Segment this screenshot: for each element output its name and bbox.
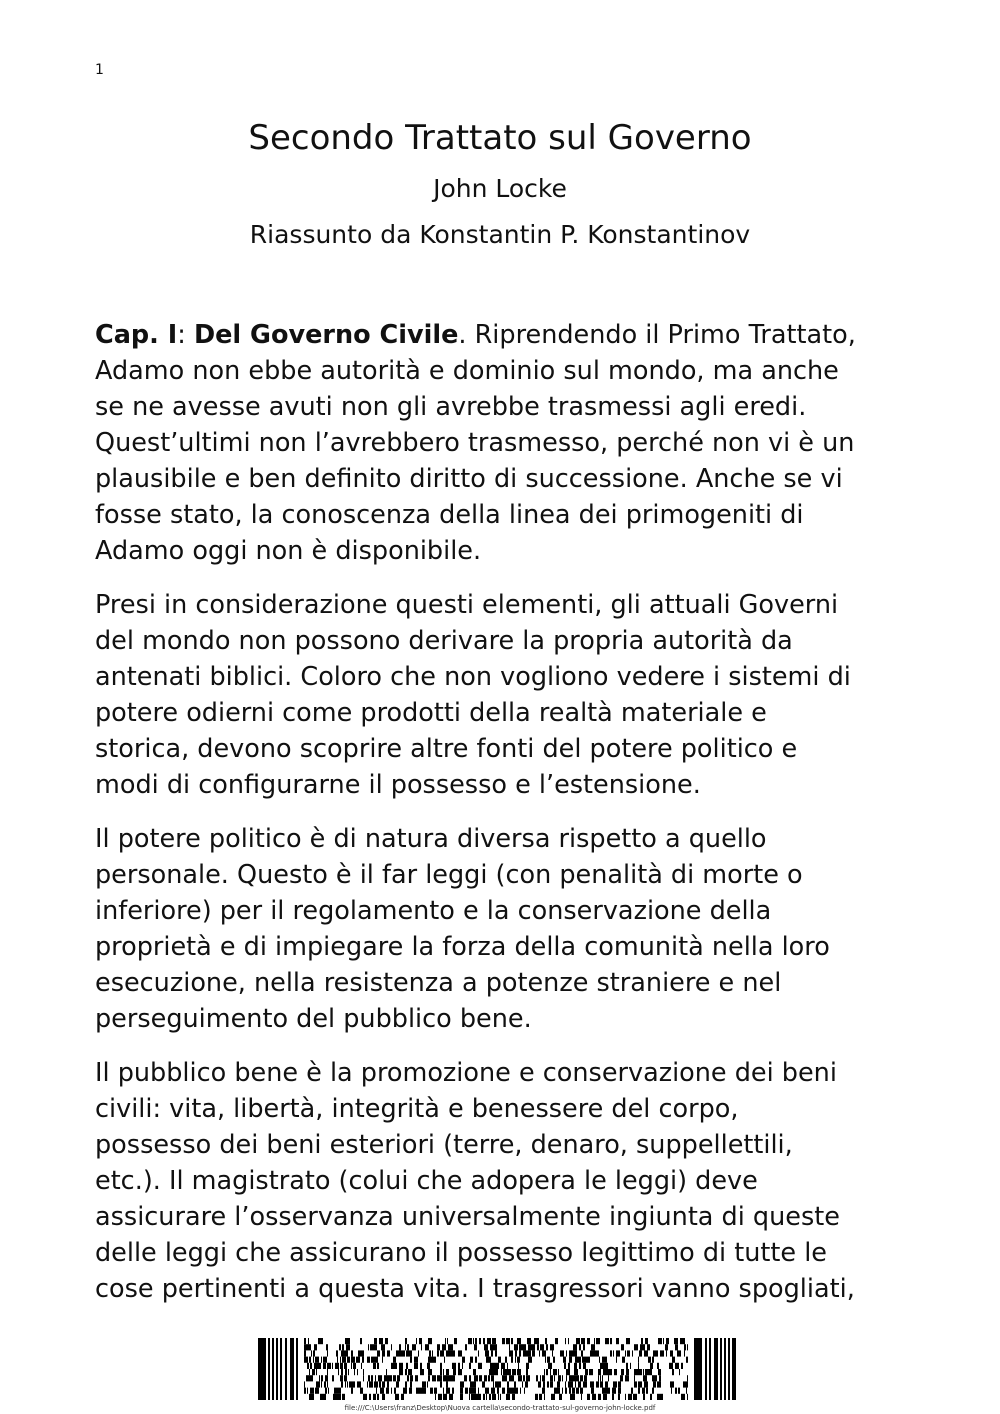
paragraph-line: Adamo oggi non è disponibile. <box>95 536 482 566</box>
paragraph-2 <box>95 587 925 803</box>
chapter-label: Cap. I <box>95 320 178 350</box>
paragraph-line: se ne avesse avuti non gli avrebbe trasmessi agli eredi. <box>95 392 807 422</box>
paragraph-line: cose pertinenti a questa vita. I trasgressori vanno spogliati, <box>95 1274 855 1304</box>
paragraph-3 <box>95 821 925 1037</box>
paragraph-line: assicurare l’osservanza universalmente ingiunta di queste <box>95 1202 840 1232</box>
paragraph-line: civili: vita, libertà, integrità e benessere del corpo, <box>95 1094 739 1124</box>
paragraph-line: plausibile e ben definito diritto di successione. Anche se vi <box>95 464 843 494</box>
file-path: file:///C:\Users\franz\Desktop\Nuova cartella\secondo-trattato-sul-governo-john-locke.pdf <box>344 1404 656 1412</box>
chapter-title: Del Governo Civile <box>193 320 459 350</box>
document-title: Secondo Trattato sul Governo <box>248 118 752 158</box>
paragraph-line: etc.). Il magistrato (colui che adopera le leggi) deve <box>95 1166 758 1196</box>
paragraph-line: Quest’ultimi non l’avrebbero trasmesso, perché non vi è un <box>95 428 855 458</box>
paragraph-line: storica, devono scoprire altre fonti del potere politico e <box>95 734 798 764</box>
page-number: 1 <box>95 62 104 78</box>
paragraph-line: possesso dei beni esteriori (terre, denaro, suppellettili, <box>95 1130 793 1160</box>
paragraph-line: Il potere politico è di natura diversa rispetto a quello <box>95 824 767 854</box>
document-author: John Locke <box>433 174 567 203</box>
paragraph-line: inferiore) per il regolamento e la conservazione della <box>95 896 772 926</box>
paragraph-line-text: . Riprendendo il Primo Trattato, <box>458 320 856 350</box>
paragraph-line: proprietà e di impiegare la forza della comunità nella loro <box>95 932 830 962</box>
barcode-icon <box>258 1338 736 1400</box>
paragraph-line: Adamo non ebbe autorità e dominio sul mondo, ma anche <box>95 356 839 386</box>
paragraph-line: fosse stato, la conoscenza della linea dei primogeniti di <box>95 500 804 530</box>
paragraph-chapter-1 <box>95 317 925 569</box>
paragraph-line: delle leggi che assicurano il possesso legittimo di tutte le <box>95 1238 827 1268</box>
paragraph-line: perseguimento del pubblico bene. <box>95 1004 532 1034</box>
paragraph-line: Presi in considerazione questi elementi, gli attuali Governi <box>95 590 839 620</box>
paragraph-line: potere odierni come prodotti della realtà materiale e <box>95 698 767 728</box>
paragraph-line: personale. Questo è il far leggi (con penalità di morte o <box>95 860 803 890</box>
paragraph-line: del mondo non possono derivare la propria autorità da <box>95 626 793 656</box>
paragraph-4 <box>95 1055 925 1307</box>
document-summary-credit: Riassunto da Konstantin P. Konstantinov <box>249 220 751 249</box>
paragraph-line: modi di configurarne il possesso e l’estensione. <box>95 770 701 800</box>
paragraph-line <box>95 317 925 353</box>
chapter-colon: : <box>177 320 186 350</box>
paragraph-line: Il pubblico bene è la promozione e conservazione dei beni <box>95 1058 837 1088</box>
paragraph-line: esecuzione, nella resistenza a potenze straniere e nel <box>95 968 782 998</box>
document-body <box>95 317 925 1325</box>
paragraph-line: antenati biblici. Coloro che non vogliono vedere i sistemi di <box>95 662 851 692</box>
